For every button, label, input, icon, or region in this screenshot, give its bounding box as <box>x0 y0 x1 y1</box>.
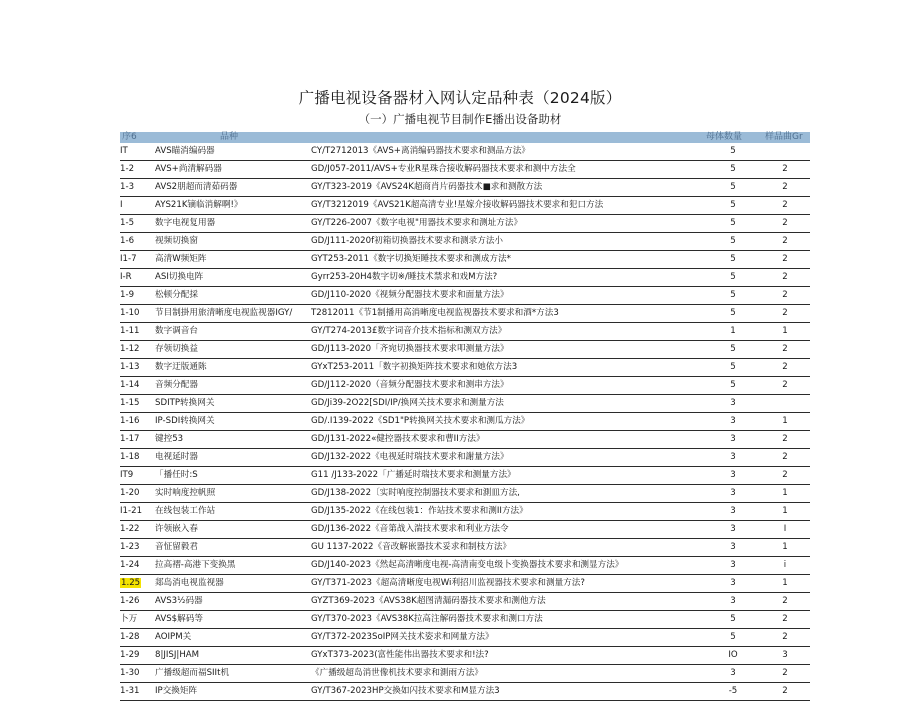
row-sample: 2 <box>782 632 788 642</box>
row-count: 3 <box>730 524 736 534</box>
row-seq <box>120 575 154 592</box>
header-name: 品种 <box>220 132 239 142</box>
row-sample: 2 <box>782 362 788 372</box>
row-sample: 2 <box>782 254 788 264</box>
row-name: AVS+尚清解码器 <box>155 164 222 174</box>
row-name: 数字电视复用器 <box>155 218 216 228</box>
row-name: 电视延时器 <box>155 452 198 462</box>
row-count: 5 <box>730 218 736 228</box>
row-standard: GY/T372-2023SoIP网关技术姿求和网量方法》 <box>311 632 494 642</box>
table-row <box>120 197 810 215</box>
row-sample: 1 <box>782 506 788 516</box>
row-sample: 2 <box>782 308 788 318</box>
row-name: 高清W频矩阵 <box>155 254 207 264</box>
row-name: AVS2朋超而清茹码器 <box>155 182 238 192</box>
row-name: 存领切换益 <box>155 344 198 354</box>
row-sample: 2 <box>782 614 788 624</box>
row-standard: GD/J140-2023《然起高清晰度电视-高清南变电级卜变换器技术要求和测显方法》 <box>311 560 624 570</box>
table-row <box>120 377 810 395</box>
row-seq: 1-12 <box>120 344 140 354</box>
row-name: 数字迂版通陈 <box>155 362 207 372</box>
row-seq: 1-23 <box>120 542 140 552</box>
row-seq: 1-18 <box>120 452 140 462</box>
row-sample: 2 <box>782 272 788 282</box>
row-count: 3 <box>730 506 736 516</box>
row-name: 郯岛消电视监视器 <box>155 578 224 588</box>
row-seq: 1-24 <box>120 560 140 570</box>
header-count: 母体数量 <box>706 132 743 142</box>
row-name: 数字调音台 <box>155 326 198 336</box>
table-row <box>120 323 810 341</box>
row-name: 广播级超而福SIIt机 <box>155 668 230 678</box>
table-row <box>120 359 810 377</box>
row-standard: 《广播级超岛消世像机技术要求和測雨方法》 <box>311 668 483 678</box>
row-seq: I1-7 <box>120 254 137 264</box>
row-name: SDITP转换网关 <box>155 398 215 408</box>
table-body <box>120 143 810 701</box>
row-standard: GY/T370-2023《AVS38K拉高注解码器技术要求和测口方法 <box>311 614 543 624</box>
row-seq: 1-6 <box>120 236 135 246</box>
table-row <box>120 431 810 449</box>
row-standard: Gyrr253-20H4数字切※/睡技术禁求和戏M方法? <box>311 272 498 282</box>
row-name: IP-SDI转换网关 <box>155 416 215 426</box>
row-count: 3 <box>730 416 736 426</box>
row-standard: GY/T371-2023《超高清晰度电视Wi利招川监视器技术要求和测量方法? <box>311 578 585 588</box>
row-count: 5 <box>730 272 736 282</box>
row-sample: 2 <box>782 182 788 192</box>
table-row <box>120 665 810 683</box>
row-standard: G11 /J133-2022「广播延时瑞技术要求和测量方法》 <box>311 470 516 480</box>
row-name: 视频切换窗 <box>155 236 198 246</box>
table-row <box>120 161 810 179</box>
row-count: 3 <box>730 542 736 552</box>
row-standard: GD/J136-2022《音第战入湍技术要求和利业方法令 <box>311 524 509 534</box>
row-name: AYS21K镝临消解啊!》 <box>155 200 243 210</box>
row-count: 3 <box>730 470 736 480</box>
row-count: 3 <box>730 488 736 498</box>
row-sample: 2 <box>782 236 788 246</box>
row-seq: 卜万 <box>120 614 138 624</box>
row-name: AOIPM关 <box>155 632 192 642</box>
row-sample: 2 <box>782 434 788 444</box>
row-standard: GD/Ji39-2O22[SDI/IP/换网关技术要求和测量方法 <box>311 398 504 408</box>
row-sample: I <box>783 524 787 534</box>
table-row <box>120 143 810 161</box>
row-seq: 1-16 <box>120 416 140 426</box>
table-row <box>120 269 810 287</box>
row-sample: 3 <box>782 650 788 660</box>
row-standard: GD/J111-2020f初箱切换器技术要求和测录方法小 <box>311 236 504 246</box>
header-seq: 序6 <box>122 132 137 142</box>
row-name: 「播任时:S <box>155 470 198 480</box>
row-seq: 1-13 <box>120 362 140 372</box>
row-name: 拉高褶-高港下变换黑 <box>155 560 236 570</box>
row-seq: 1-10 <box>120 308 140 318</box>
row-sample: 1 <box>782 542 788 552</box>
row-name: 8|JISJ|HAM <box>155 650 200 660</box>
row-count: 3 <box>730 434 736 444</box>
table-header <box>120 132 810 143</box>
row-sample: 2 <box>782 668 788 678</box>
row-standard: CY/T2712013《AVS+离消编码器技术要求和测品方法》 <box>311 146 530 156</box>
row-name: 键控53 <box>155 434 184 444</box>
table-row <box>120 575 810 593</box>
row-sample: 1 <box>782 578 788 588</box>
row-count: -5 <box>728 686 738 696</box>
row-standard: GU 1137-2022《音改解嵌器技术妥求和制枝方法》 <box>311 542 512 552</box>
table-row <box>120 233 810 251</box>
row-name: AVS3½码器 <box>155 596 203 606</box>
row-standard: GD/J132-2022《电视延时瑞技术要求和謝量方法》 <box>311 452 509 462</box>
row-seq: IT9 <box>120 470 134 480</box>
row-count: 5 <box>730 632 736 642</box>
section-subtitle: （一）广播电视节目制作E播出设备助材 <box>358 112 562 126</box>
row-seq: 1-3 <box>120 182 135 192</box>
row-seq: 1-11 <box>120 326 140 336</box>
row-seq: 1-30 <box>120 668 140 678</box>
table-row <box>120 305 810 323</box>
row-sample: 1 <box>782 488 788 498</box>
row-standard: GD/J138-2022〔实时响度控制器技术要求和測皿方法, <box>311 488 520 498</box>
row-count: IO <box>728 650 738 660</box>
table-row <box>120 593 810 611</box>
row-standard: GY/T367-2023HP交換如闪技术要求和M显方法3 <box>311 686 500 696</box>
table-row <box>120 341 810 359</box>
row-name: 在线包装工作站 <box>155 506 216 516</box>
row-count: 5 <box>730 254 736 264</box>
row-standard: GD/J113-2020「齐宛切换器技术要求叩测量方法》 <box>311 344 509 354</box>
row-standard: GD/J131-2022«健控器技术要求和曹II方法》 <box>311 434 485 444</box>
row-name: 节目制掛用旅清晰度电视监视器IGY/ <box>155 308 293 318</box>
row-seq: 1-14 <box>120 380 140 390</box>
row-count: 3 <box>730 452 736 462</box>
row-count: 5 <box>730 236 736 246</box>
row-standard: GY/T274-2013£数字词音介技术指标和测双方法》 <box>311 326 507 336</box>
row-seq: 1-31 <box>120 686 140 696</box>
row-seq: I-R <box>120 272 132 282</box>
highlighted-seq: 1.25 <box>121 578 141 588</box>
row-seq: IT <box>120 146 128 156</box>
row-sample: 1 <box>782 416 788 426</box>
row-sample: 2 <box>782 200 788 210</box>
row-name: 许领嵌入春 <box>155 524 198 534</box>
table-row <box>120 413 810 431</box>
table-row <box>120 611 810 629</box>
table-row <box>120 395 810 413</box>
row-name: 音怔留毅君 <box>155 542 198 552</box>
row-standard: GD/J110-2020《视频分配器技术要求和面量方法》 <box>311 290 509 300</box>
table-row <box>120 521 810 539</box>
row-count: 3 <box>730 596 736 606</box>
row-seq: 1-17 <box>120 434 140 444</box>
table-row <box>120 683 810 701</box>
row-sample: 2 <box>782 596 788 606</box>
table-row <box>120 251 810 269</box>
row-sample: 2 <box>782 380 788 390</box>
row-standard: GYT253-2011《数字切换矩睡技术要求和测成方法* <box>311 254 511 264</box>
row-count: 5 <box>730 182 736 192</box>
table-row <box>120 557 810 575</box>
row-standard: GD/.I139-2022《SD1"P转换网关技术要求和测瓜方法》 <box>311 416 530 426</box>
row-sample: 2 <box>782 218 788 228</box>
row-name: 音频分配器 <box>155 380 198 390</box>
row-sample: 2 <box>782 290 788 300</box>
row-standard: GY/T226-2007《数字电视"用器技术要求和测址方法》 <box>311 218 523 228</box>
row-seq: I1-21 <box>120 506 143 516</box>
row-count: 3 <box>730 578 736 588</box>
row-seq: 1-22 <box>120 524 140 534</box>
row-name: 实时响度控帆照 <box>155 488 216 498</box>
row-name: ASI切换电阵 <box>155 272 204 282</box>
row-count: 1 <box>730 326 736 336</box>
row-count: 5 <box>730 146 736 156</box>
row-seq: 1-15 <box>120 398 140 408</box>
table-row <box>120 629 810 647</box>
row-count: 3 <box>730 398 736 408</box>
table-row <box>120 503 810 521</box>
row-standard: GD/J112-2020（音频分配器技术要求和测串方法》 <box>311 380 509 390</box>
row-count: 5 <box>730 614 736 624</box>
table-row <box>120 539 810 557</box>
row-count: 5 <box>730 362 736 372</box>
table-row <box>120 287 810 305</box>
variety-table <box>120 132 810 701</box>
row-count: 5 <box>730 164 736 174</box>
table-row <box>120 467 810 485</box>
row-sample: i <box>783 560 787 570</box>
row-name: AVS瞄消编码器 <box>155 146 215 156</box>
row-standard: GYxT373-2023(富性能伟出器技术要求和!法? <box>311 650 489 660</box>
row-standard: GY/T323-2019《AVS24K超商肖片码器技术■求和测散方法 <box>311 182 543 192</box>
row-seq: 1-5 <box>120 218 135 228</box>
row-name: 松顿分配採 <box>155 290 198 300</box>
table-row <box>120 215 810 233</box>
table-row <box>120 485 810 503</box>
row-count: 5 <box>730 380 736 390</box>
row-sample: 2 <box>782 344 788 354</box>
row-standard: GY/T3212019《AVS21K超高清专业!星嫁介接收解码器技术要求和犯口方法 <box>311 200 604 210</box>
row-standard: T2812011《节1制播用高消晰度电视监视器技术要求和酒*方法3 <box>311 308 559 318</box>
document-title: 广播电视设备器材入网认定品种表（2024版） <box>298 89 622 107</box>
row-seq: I <box>120 200 123 210</box>
row-count: 5 <box>730 200 736 210</box>
row-seq: 1-20 <box>120 488 140 498</box>
row-standard: GD/J057-2011/AVS+专业R星珠合接收解码器技术要求和测中方法全 <box>311 164 576 174</box>
row-seq: 1-9 <box>120 290 135 300</box>
row-name: AVS$解码等 <box>155 614 203 624</box>
header-sample: 样品曲Gr <box>765 132 803 142</box>
row-standard: GYZT369-2023《AVS38K超图清漏码器技术要求和测他方法 <box>311 596 546 606</box>
row-count: 5 <box>730 344 736 354</box>
table-row <box>120 647 810 665</box>
row-sample: 2 <box>782 164 788 174</box>
row-seq: 1-28 <box>120 632 140 642</box>
row-sample: 2 <box>782 686 788 696</box>
row-sample: 1 <box>782 326 788 336</box>
row-count: 5 <box>730 308 736 318</box>
row-standard: GD/J135-2022《在线包装1：作站技术要求和测II方法》 <box>311 506 528 516</box>
row-count: 5 <box>730 290 736 300</box>
row-sample: 2 <box>782 452 788 462</box>
row-seq: 1-26 <box>120 596 140 606</box>
row-standard: GYxT253-2011「数字初换矩阵技术要求和她依方法3 <box>311 362 518 372</box>
row-name: IP交換矩阵 <box>155 686 198 696</box>
row-seq: 1-2 <box>120 164 135 174</box>
table-row <box>120 179 810 197</box>
row-sample: 2 <box>782 470 788 480</box>
row-count: 3 <box>730 560 736 570</box>
row-seq: 1-29 <box>120 650 140 660</box>
table-row <box>120 449 810 467</box>
row-count: 3 <box>730 668 736 678</box>
